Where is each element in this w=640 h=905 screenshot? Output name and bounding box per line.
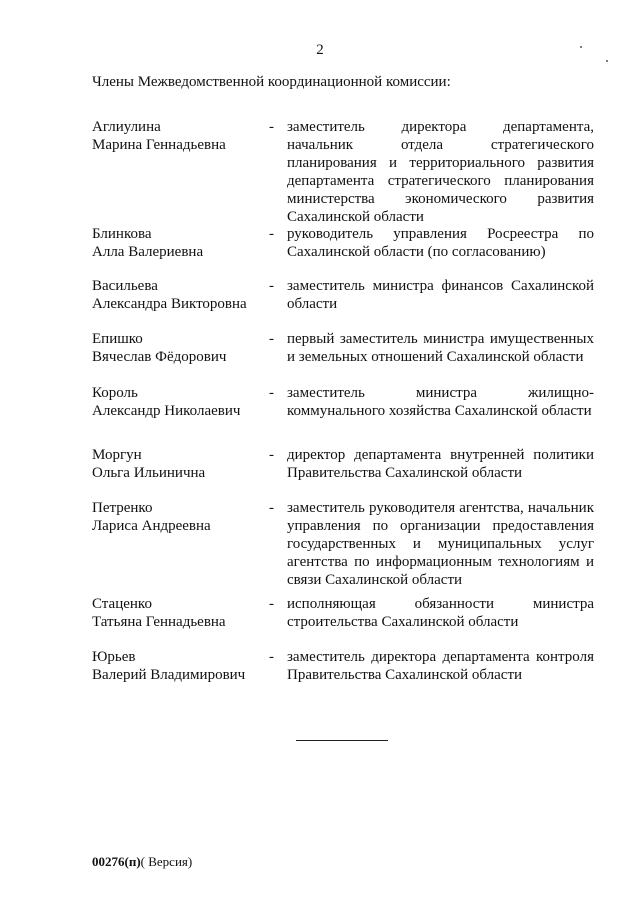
- member-name: [92, 595, 267, 631]
- member-role: заместитель министра жилищно-коммунального хозяйства Сахалинской области: [287, 385, 594, 419]
- member-name: [92, 225, 267, 261]
- member-given-names: Ольга Ильинична: [92, 465, 206, 481]
- member-given-names: Вячеслав Фёдорович: [92, 349, 227, 365]
- dash-separator: -: [269, 278, 274, 294]
- member-surname: Король: [92, 385, 138, 401]
- member-given-names: Марина Геннадьевна: [92, 137, 226, 153]
- member-role: заместитель министра финансов Сахалинской области: [287, 278, 594, 312]
- dash-separator: -: [269, 331, 274, 347]
- member-given-names: Александра Викторовна: [92, 296, 247, 312]
- member-role: заместитель руководителя агентства, начальник управления по организации предоставления государственных и муниципальных услуг агентства по информационным технологиям и связи Сахалинской области: [287, 500, 594, 588]
- member-surname: Аглиулина: [92, 119, 161, 135]
- member-role: директор департамента внутренней политики Правительства Сахалинской области: [287, 447, 594, 481]
- closing-divider-line: [296, 740, 388, 741]
- dash-separator: -: [269, 447, 274, 463]
- document-version: ( Версия): [140, 854, 193, 869]
- member-surname: Епишко: [92, 331, 143, 347]
- member-name: [92, 277, 267, 313]
- member-surname: Блинкова: [92, 226, 152, 242]
- dash-separator: -: [269, 649, 274, 665]
- member-name: [92, 118, 267, 154]
- dash-separator: -: [269, 385, 274, 401]
- dash-separator: -: [269, 500, 274, 516]
- member-given-names: Лариса Андреевна: [92, 518, 211, 534]
- member-name: [92, 384, 267, 420]
- member-surname: Васильева: [92, 278, 158, 294]
- scan-speck: [580, 46, 582, 48]
- member-surname: Моргун: [92, 447, 142, 463]
- member-role: заместитель директора департамента, начальник отдела стратегического планирования и территориального развития департамента стратегического планирования министерства экономического развития Сахалинской области: [287, 119, 594, 225]
- member-given-names: Алла Валериевна: [92, 244, 204, 260]
- member-role: руководитель управления Росреестра по Сахалинской области (по согласованию): [287, 226, 594, 260]
- member-given-names: Валерий Владимирович: [92, 667, 246, 683]
- dash-separator: -: [269, 596, 274, 612]
- member-surname: Юрьев: [92, 649, 136, 665]
- member-name: [92, 648, 267, 684]
- member-name: [92, 499, 267, 535]
- member-given-names: Татьяна Геннадьевна: [92, 614, 226, 630]
- document-code: 00276(п): [92, 854, 141, 869]
- member-surname: Петренко: [92, 500, 153, 516]
- member-name: [92, 446, 267, 482]
- member-role: первый заместитель министра имущественных и земельных отношений Сахалинской области: [287, 331, 594, 365]
- member-name: [92, 330, 267, 366]
- page-number: 2: [316, 42, 324, 58]
- member-given-names: Александр Николаевич: [92, 403, 241, 419]
- commission-heading: Члены Межведомственной координационной комиссии:: [92, 74, 451, 90]
- dash-separator: -: [269, 226, 274, 242]
- dash-separator: -: [269, 119, 274, 135]
- member-role: исполняющая обязанности министра строительства Сахалинской области: [287, 596, 594, 630]
- scan-speck: [606, 60, 608, 62]
- member-surname: Стаценко: [92, 596, 152, 612]
- member-role: заместитель директора департамента контроля Правительства Сахалинской области: [287, 649, 594, 683]
- document-footer: [92, 854, 192, 870]
